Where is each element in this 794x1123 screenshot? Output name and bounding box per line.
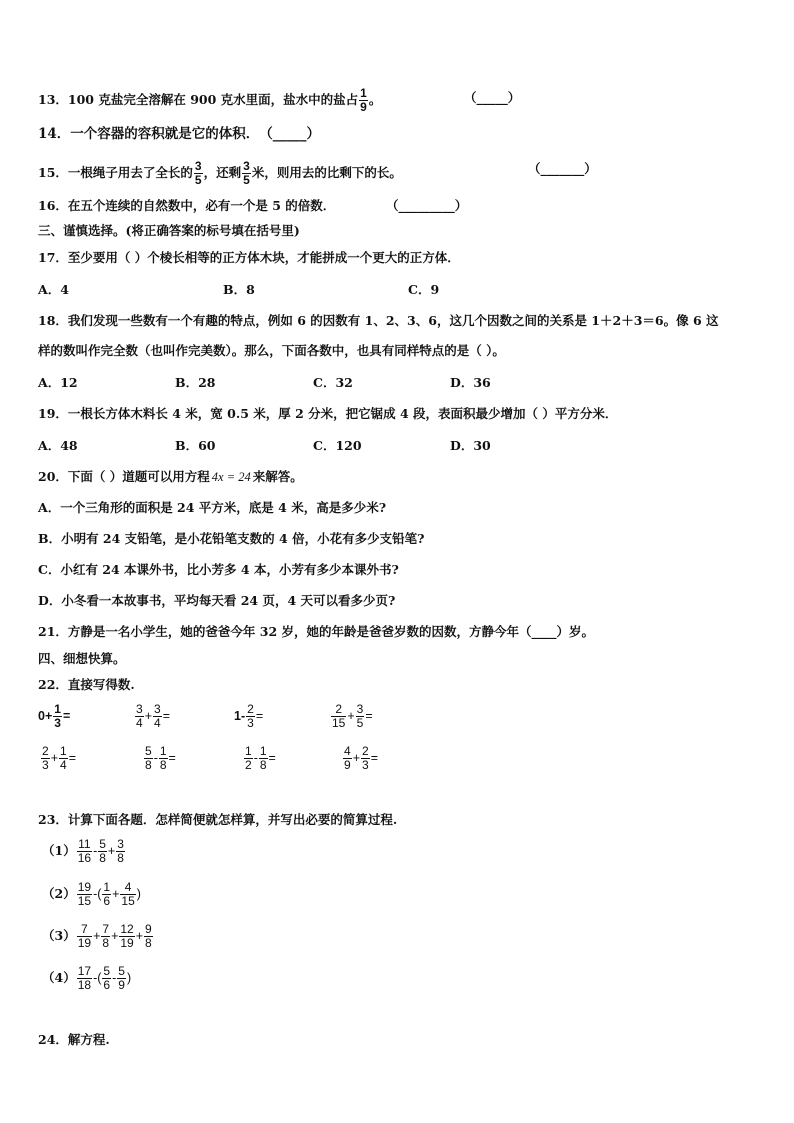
question-20: 20．下面（ ）道题可以用方程 4x = 24 来解答。: [38, 469, 303, 484]
section-3-heading: 三、谨慎选择。(将正确答案的标号填在括号里): [38, 223, 300, 238]
q20-label: 20．: [38, 469, 68, 484]
q17-option-a[interactable]: A．4: [38, 282, 69, 297]
q22-expr-8: $\frac{4}{9}$ + $\frac{2}{3}$ =: [344, 744, 378, 772]
q23-part-1: （1） $\frac{11}{16}$ - $\frac{5}{8}$ + $\frac{3}{8}$: [42, 837, 124, 865]
q15-answer-blank[interactable]: （_______）: [528, 161, 597, 176]
q19-option-c[interactable]: C．120: [313, 438, 362, 453]
q19-option-d[interactable]: D．30: [450, 438, 491, 453]
q19-label: 19．: [38, 406, 68, 421]
q16-answer-blank[interactable]: （_________）: [386, 198, 468, 213]
q22-expr-7: $\frac{1}{2}$ - $\frac{1}{8}$ =: [245, 744, 276, 772]
q22-expr-2: $\frac{3}{4}$ + $\frac{3}{4}$ =: [136, 702, 170, 730]
question-14: [38, 125, 320, 143]
q22-expr-1: 0+ $\frac{1}{3}$ =: [38, 702, 71, 730]
q15-fraction-2: $\frac{3}{5}$: [243, 159, 250, 187]
q23-part-3: （3） $\frac{7}{19}$ + $\frac{7}{8}$ + $\frac{12}{19}$ + $\frac{9}{8}$: [42, 922, 152, 950]
q22-label: 22．: [38, 677, 68, 692]
question-18-line-2: 样的数叫作完全数（也叫作完美数）。那么，下面各数中，也具有同样特点的是（ ）。: [38, 343, 505, 358]
q18-option-c[interactable]: C．32: [313, 375, 353, 390]
q23-part-4: （4） $\frac{17}{18}$ -( $\frac{5}{6}$ - $\frac{5}{9}$ ): [42, 964, 132, 992]
q18-option-b[interactable]: B．28: [175, 375, 216, 390]
q14-text: 一个容器的容积就是它的体积．: [70, 126, 260, 142]
q22-expr-6: $\frac{5}{8}$ - $\frac{1}{8}$ =: [145, 744, 176, 772]
q19-option-a[interactable]: A．48: [38, 438, 78, 453]
q20-option-b[interactable]: B．小明有 24 支铅笔，是小花铅笔支数的 4 倍，小花有多少支铅笔?: [38, 531, 425, 546]
q15-label: 15．: [38, 165, 68, 180]
q18-option-a[interactable]: A．12: [38, 375, 78, 390]
section-4-heading: 四、细想快算。: [38, 651, 126, 666]
q18-label: 18．: [38, 313, 68, 328]
q21-label: 21．: [38, 624, 68, 639]
q13-fraction: $\frac{1}{9}$: [360, 86, 367, 114]
q14-label: 14．: [38, 126, 71, 142]
q23-part-2: （2） $\frac{19}{15}$ -( $\frac{1}{6}$ + $\frac{4}{15}$ ): [42, 880, 141, 908]
q16-label: 16．: [38, 198, 68, 213]
question-13: 13．100 克盐完全溶解在 900 克水里面，盐水中的盐占 $\frac{1}{9}$ 。: [38, 86, 382, 114]
q24-label: 24．: [38, 1032, 68, 1047]
q22-expr-5: $\frac{2}{3}$ + $\frac{1}{4}$ =: [42, 744, 76, 772]
q13-answer-blank[interactable]: （_____）: [464, 90, 521, 105]
q20-equation: 4x = 24: [211, 470, 251, 484]
question-18-line-1: 18．我们发现一些数有一个有趣的特点，例如 6 的因数有 1、2、3、6，这几个因数之间的关系是 1＋2＋3＝6。像 6 这: [38, 313, 719, 328]
question-21: 21．方静是一名小学生，她的爸爸今年 32 岁，她的年龄是爸爸岁数的因数，方静今年（____）岁。: [38, 624, 595, 639]
question-19: 19．一根长方体木料长 4 米，宽 0.5 米，厚 2 分米，把它锯成 4 段，表面积最少增加（ ）平方分米．: [38, 406, 618, 421]
q16-text: 在五个连续的自然数中，必有一个是 5 的倍数．: [67, 198, 336, 213]
q20-option-a[interactable]: A．一个三角形的面积是 24 平方米，底是 4 米，高是多少米?: [38, 500, 387, 515]
q13-text: 100 克盐完全溶解在 900 克水里面，盐水中的盐占: [67, 92, 359, 107]
q17-text: 至少要用（ ）个棱长相等的正方体木块，才能拼成一个更大的正方体．: [67, 250, 460, 265]
q13-label: 13．: [38, 92, 68, 107]
q19-option-b[interactable]: B．60: [175, 438, 216, 453]
question-17: [38, 249, 460, 267]
question-15: 15．一根绳子用去了全长的 $\frac{3}{5}$ ，还剩 $\frac{3}{5}$ 米，则用去的比剩下的长。: [38, 159, 402, 187]
q23-label: 23．: [38, 812, 68, 827]
q20-option-d[interactable]: D．小冬看一本故事书，平均每天看 24 页，4 天可以看多少页?: [38, 593, 396, 608]
q17-label: 17．: [38, 250, 68, 265]
question-16: [38, 197, 335, 215]
q17-option-c[interactable]: C．9: [408, 282, 440, 297]
question-24: 24．解方程.: [38, 1032, 110, 1047]
q18-option-d[interactable]: D．36: [450, 375, 491, 390]
q15-fraction-1: $\frac{3}{5}$: [194, 159, 202, 187]
q22-expr-3: 1- $\frac{2}{3}$ =: [234, 702, 264, 730]
q17-option-b[interactable]: B．8: [223, 282, 255, 297]
question-22: 22．直接写得数.: [38, 677, 135, 692]
question-23: 23．计算下面各题．怎样简便就怎样算，并写出必要的简算过程.: [38, 812, 398, 827]
q22-expr-4: $\frac{2}{15}$ + $\frac{3}{5}$ =: [332, 702, 373, 730]
q14-answer-blank[interactable]: （_____）: [259, 126, 321, 142]
q20-option-c[interactable]: C．小红有 24 本课外书，比小芳多 4 本，小芳有多少本课外书?: [38, 562, 399, 577]
